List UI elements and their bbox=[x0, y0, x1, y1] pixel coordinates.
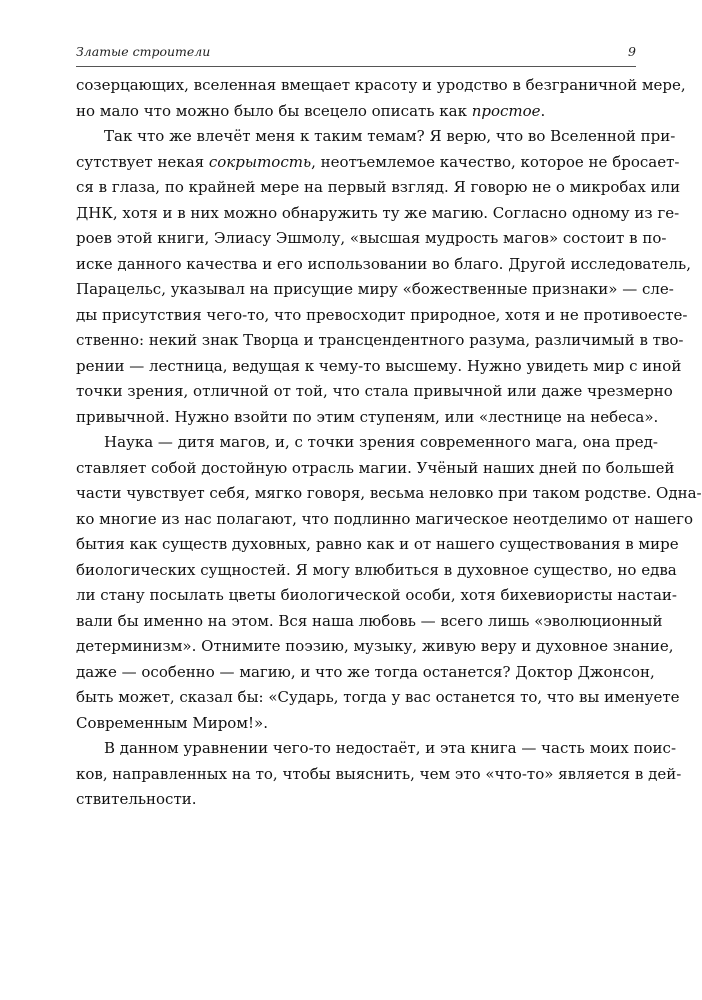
text-line bbox=[76, 302, 688, 328]
text-line bbox=[76, 455, 675, 481]
text-line bbox=[76, 378, 673, 404]
text-segment: Наука — дитя магов, и, с точки зрения современного мага, она пред- bbox=[104, 433, 658, 451]
text-line bbox=[76, 786, 636, 812]
text-line bbox=[76, 531, 679, 557]
text-segment: ды присутствия чего-то, что превосходит природное, хотя и не противоесте- bbox=[76, 305, 688, 324]
text-segment: точки зрения, отличной от той, что стала привычной или даже чрезмерно bbox=[76, 382, 673, 400]
text-line bbox=[76, 735, 677, 761]
text-segment: ственно: некий знак Творца и трансцендентного разума, различимый в тво- bbox=[76, 331, 684, 349]
italic-text: простое bbox=[471, 101, 541, 120]
text-segment: рении — лестница, ведущая к чему-то высшему. Нужно увидеть мир с иной bbox=[76, 356, 682, 375]
text-line bbox=[76, 684, 680, 710]
text-segment: Современным Миром!». bbox=[76, 713, 268, 732]
text-segment: бытия как существ духовных, равно как и от нашего существования в мире bbox=[76, 535, 679, 553]
text-line bbox=[76, 633, 674, 659]
text-line bbox=[76, 276, 674, 302]
text-line bbox=[76, 710, 636, 736]
text-line bbox=[76, 251, 691, 277]
text-line bbox=[76, 225, 667, 251]
text-segment: ДНК, хотя и в них можно обнаружить ту же магию. Согласно одному из ге- bbox=[76, 203, 680, 222]
page-header bbox=[76, 44, 636, 64]
text-line bbox=[76, 98, 636, 124]
text-segment: . bbox=[540, 101, 546, 120]
text-line bbox=[76, 557, 677, 583]
text-segment: ствительности. bbox=[76, 790, 197, 808]
text-segment: части чувствует себя, мягко говоря, весьма неловко при таком родстве. Одна- bbox=[76, 484, 702, 502]
text-segment: роев этой книги, Элиасу Эшмолу, «высшая мудрость магов» состоит в по- bbox=[76, 229, 667, 247]
text-segment: В данном уравнении чего-то недостаёт, и эта книга — часть моих поис- bbox=[104, 739, 677, 757]
running-title: Златые строители bbox=[76, 44, 211, 59]
text-line bbox=[76, 429, 658, 455]
text-segment: созерцающих, вселенная вмещает красоту и уродство в безграничной мере, bbox=[76, 76, 686, 94]
text-line bbox=[76, 404, 659, 430]
text-line bbox=[76, 72, 686, 98]
text-segment: детерминизм». Отнимите поэзию, музыку, живую веру и духовное знание, bbox=[76, 637, 674, 655]
text-segment: ко многие из нас полагают, что подлинно магическое неотделимо от нашего bbox=[76, 509, 693, 528]
text-segment: иске данного качества и его использовании во благо. Другой исследователь, bbox=[76, 254, 691, 273]
text-line bbox=[76, 608, 663, 634]
text-line bbox=[76, 200, 680, 226]
text-segment: ков, направленных на то, чтобы выяснить, чем это «что-то» является в дей- bbox=[76, 764, 682, 783]
text-line bbox=[76, 582, 677, 608]
text-segment: привычной. Нужно взойти по этим ступеням, или «лестнице на небеса». bbox=[76, 407, 659, 426]
text-segment: биологических сущностей. Я могу влюбиться в духовное существо, но едва bbox=[76, 560, 677, 579]
page-number: 9 bbox=[628, 44, 636, 59]
header-rule bbox=[76, 66, 636, 67]
text-line bbox=[76, 506, 693, 532]
text-line bbox=[76, 174, 681, 200]
text-segment: даже — особенно — магию, и что же тогда останется? Доктор Джонсон, bbox=[76, 662, 655, 681]
text-line bbox=[76, 659, 655, 685]
text-segment: ставляет собой достойную отрасль магии. Учёный наших дней по большей bbox=[76, 458, 675, 477]
text-segment: Так что же влечёт меня к таким темам? Я верю, что во Вселенной при- bbox=[104, 127, 676, 145]
text-line bbox=[76, 327, 684, 353]
text-line bbox=[76, 149, 680, 175]
text-segment: сутствует некая bbox=[76, 152, 209, 171]
italic-text: сокрытость bbox=[208, 152, 312, 171]
text-line bbox=[76, 761, 682, 787]
text-line bbox=[76, 123, 676, 149]
text-segment: ли стану посылать цветы биологической особи, хотя бихевиористы настаи- bbox=[76, 586, 677, 604]
text-segment: , неотъемлемое качество, которое не бросает- bbox=[311, 152, 680, 171]
text-segment: быть может, сказал бы: «Сударь, тогда у вас останется то, что вы именуете bbox=[76, 688, 680, 706]
text-line bbox=[76, 480, 702, 506]
text-segment: Парацельс, указывал на присущие миру «божественные признаки» — сле- bbox=[76, 280, 674, 298]
text-line bbox=[76, 353, 682, 379]
text-segment: ся в глаза, по крайней мере на первый взгляд. Я говорю не о микробах или bbox=[76, 178, 681, 196]
text-segment: но мало что можно было бы всецело описать как bbox=[76, 101, 472, 120]
text-segment: вали бы именно на этом. Вся наша любовь — всего лишь «эволюционный bbox=[76, 611, 663, 630]
